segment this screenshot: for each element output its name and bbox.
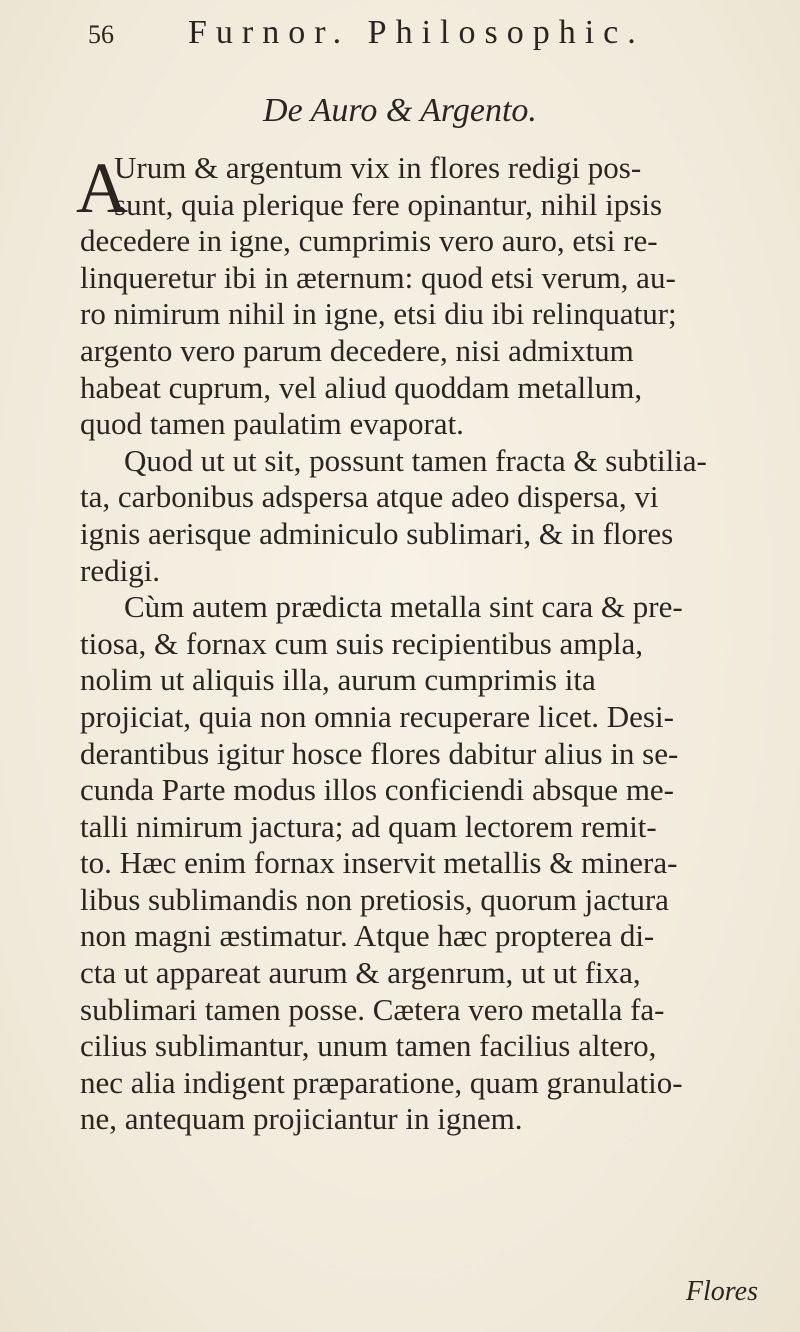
text-line: linqueretur ibi in æternum: quod etsi verum, au- <box>80 259 676 295</box>
page-number: 56 <box>88 20 114 49</box>
text-line: ta, carbonibus adspersa atque adeo dispersa, vi <box>80 479 659 515</box>
text-line: argento vero parum decedere, nisi admixtum <box>80 332 634 368</box>
text-line: nec alia indigent præparatione, quam granulatio- <box>80 1064 683 1100</box>
body-text <box>76 148 785 1138</box>
text-line: ignis aerisque adminiculo sublimari, & in flores <box>80 515 674 551</box>
text-line: ro nimirum nihil in igne, etsi diu ibi relinquatur; <box>80 296 677 332</box>
text-line: habeat cuprum, vel aliud quoddam metallum, <box>80 369 643 405</box>
text-line: derantibus igitur hosce flores dabitur alius in se- <box>80 735 679 771</box>
text-line: projiciat, quia non omnia recuperare licet. Desi- <box>80 698 674 734</box>
text-line: nolim ut aliquis illa, aurum cumprimis ita <box>80 662 596 698</box>
text-line: decedere in igne, cumprimis vero auro, etsi re- <box>80 223 658 259</box>
text-line: ne, antequam projiciantur in ignem. <box>80 1101 523 1137</box>
text-line: Cùm autem prædicta metalla sint cara & pre- <box>124 589 683 625</box>
text-line: tiosa, & fornax cum suis recipientibus ampla, <box>80 625 644 661</box>
text-line: sunt, quia plerique fere opinantur, nihil ipsis <box>114 186 663 222</box>
text-line: sublimari tamen posse. Cætera vero metalla fa- <box>80 991 665 1027</box>
catchword: Flores <box>685 1276 758 1307</box>
page-header <box>88 14 778 58</box>
text-line: talli nimirum jactura; ad quam lectorem remit- <box>80 808 657 844</box>
text-line: Quod ut ut sit, possunt tamen fracta & subtilia- <box>124 442 707 478</box>
text-line: cunda Parte modus illos conficiendi absque me- <box>80 772 675 808</box>
running-head: Furnor. Philosophic. <box>188 14 645 51</box>
text-line: cilius sublimantur, unum tamen facilius altero, <box>80 1028 657 1064</box>
text-line: cta ut appareat aurum & argenrum, ut ut fixa, <box>80 955 641 991</box>
section-title: De Auro & Argento. <box>263 92 537 129</box>
text-line: redigi. <box>80 552 161 588</box>
text-line: non magni æstimatur. Atque hæc propterea di- <box>80 918 655 954</box>
text-line-content: Urum & argentum vix in flores redigi pos- <box>114 150 642 185</box>
text-line: to. Hæc enim fornax inservit metallis & minera- <box>80 845 678 881</box>
text-line: quod tamen paulatim evaporat. <box>80 406 464 442</box>
initial-letter: A <box>76 148 128 228</box>
text-line: libus sublimandis non pretiosis, quorum jactura <box>80 881 669 917</box>
